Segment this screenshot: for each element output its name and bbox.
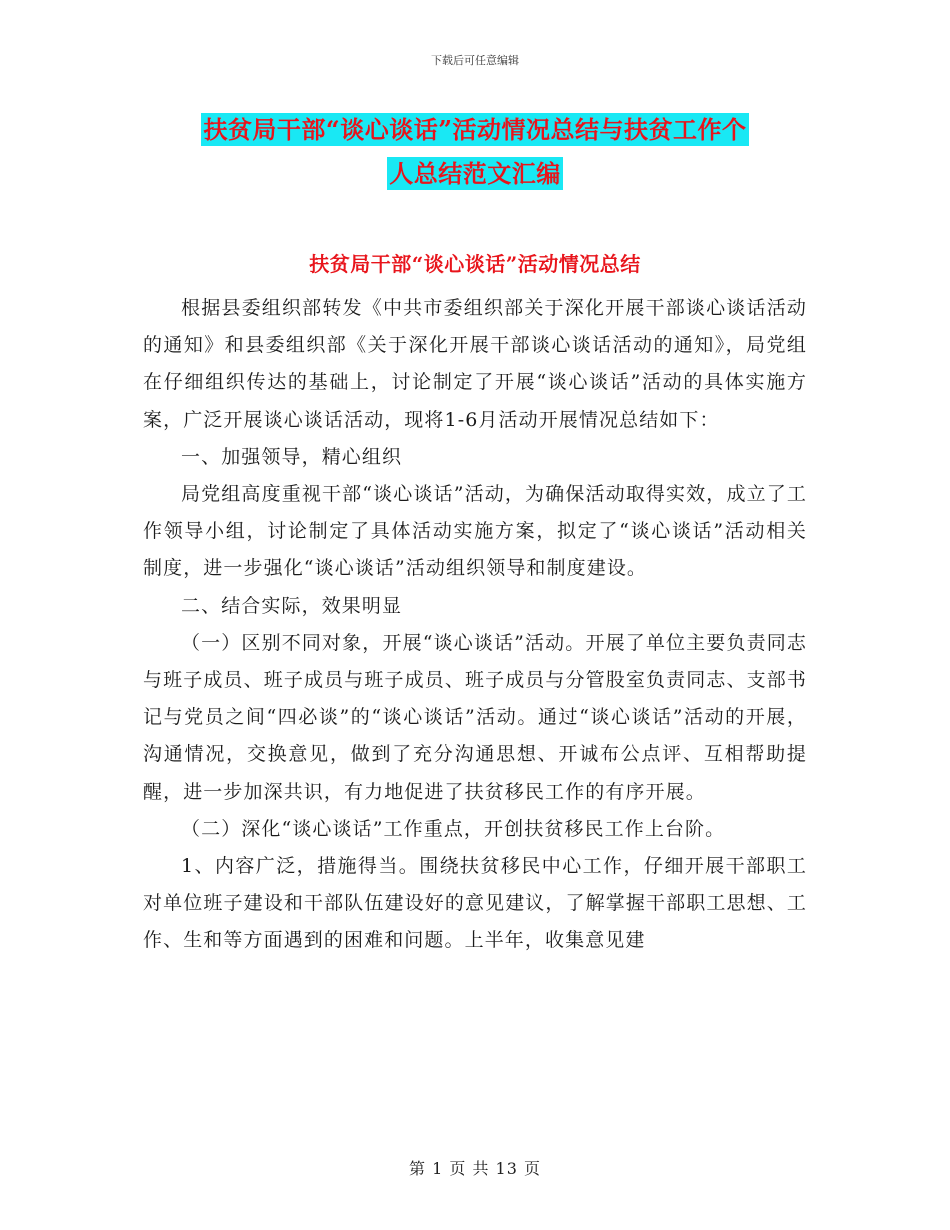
paragraph-leadership: 局党组高度重视干部“谈心谈话”活动，为确保活动取得实效，成立了工作领导小组，讨论制定了具体活动实施方案，拟定了“谈心谈话”活动相关制度，进一步强化“谈心谈话”活动组织领导和制度建设。 — [143, 483, 807, 580]
paragraph-subsection-two: （二）深化“谈心谈话”工作重点，开创扶贫移民工作上台阶。 — [181, 817, 726, 840]
paragraph-item-one: 1、内容广泛，措施得当。围绕扶贫移民中心工作，仔细开展干部职工对单位班子建设和干部队伍建设好的意见建议，了解掌握干部职工思想、工作、生和等方面遇到的困难和问题。上半年，收集意见建 — [143, 855, 807, 952]
heading-two: 二、结合实际，效果明显 — [181, 594, 403, 617]
section-title: 扶贫局干部“谈心谈话”活动情况总结 — [309, 252, 641, 276]
paragraph-intro: 根据县委组织部转发《中共市委组织部关于深化开展干部谈心谈话活动的通知》和县委组织部《关于深化开展干部谈心谈话活动的通知》，局党组在仔细组织传达的基础上，讨论制定了开展“谈心谈话”活动的具体实施方案，广泛开展谈心谈话活动，现将1-6月活动开展情况总结如下： — [143, 297, 807, 431]
heading-one: 一、加强领导，精心组织 — [181, 445, 403, 468]
document-title-line-2: 人总结范文汇编 — [389, 159, 561, 188]
document-title-line-1: 扶贫局干部“谈心谈话”活动情况总结与扶贫工作个 — [203, 115, 747, 144]
page-header: 下载后可任意编辑 — [431, 54, 519, 67]
page-footer: 第 1 页 共 13 页 — [409, 1159, 541, 1178]
paragraph-subsection-one: （一）区别不同对象，开展“谈心谈话”活动。开展了单位主要负责同志与班子成员、班子成员与班子成员、班子成员与分管股室负责同志、支部书记与党员之间“四必谈”的“谈心谈话”活动。通过“谈心谈话”活动的开展，沟通情况，交换意见，做到了充分沟通思想、开诚布公点评、互相帮助提醒，进一步加深共识，有力地促进了扶贫移民工作的有序开展。 — [143, 631, 807, 803]
document-title — [0, 108, 950, 196]
body-text — [143, 290, 807, 960]
